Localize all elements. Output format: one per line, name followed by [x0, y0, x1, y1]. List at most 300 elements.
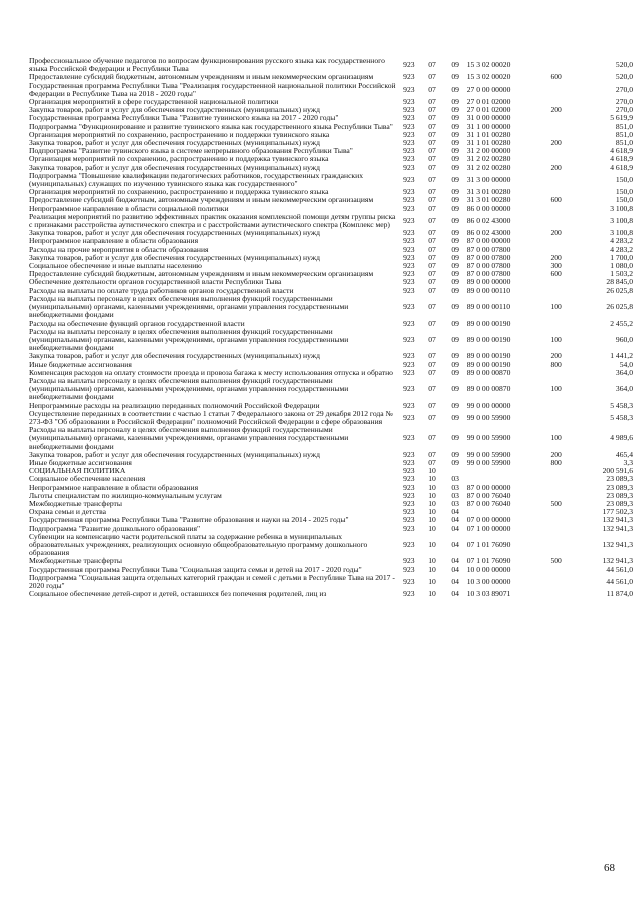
row-subsection: 09 — [451, 412, 459, 422]
row-name: Иные бюджетные ассигнования — [29, 359, 132, 369]
row-ministry-code: 923 — [403, 84, 415, 94]
row-subsection: 03 — [451, 490, 459, 500]
row-amount: 851,0 — [615, 121, 633, 131]
row-expense-type — [540, 114, 572, 122]
row-name: Закупка товаров, работ и услуг для обеспечения государственных (муниципальных) нужд — [29, 138, 320, 148]
row-subsection: 04 — [451, 564, 459, 574]
row-amount: 4 618,9 — [610, 146, 633, 156]
row-ministry-code: 923 — [403, 269, 415, 279]
row-ministry-code: 923 — [403, 285, 415, 295]
row-ministry-code: 923 — [403, 589, 415, 599]
row-target-article: 89 0 00 00190 — [466, 359, 511, 369]
row-target-article: 87 0 00 76040 — [466, 498, 511, 508]
row-ministry-code: 923 — [403, 121, 415, 131]
row-name: Социальное обеспечение населения — [29, 474, 146, 484]
row-amount: 3,3 — [623, 457, 633, 467]
row-subsection: 09 — [451, 367, 459, 377]
table-row — [29, 410, 633, 426]
row-section: 07 — [428, 97, 436, 107]
row-subsection: 09 — [451, 433, 459, 443]
row-ministry-code: 923 — [403, 539, 415, 549]
row-target-article: 31 0 00 00000 — [466, 113, 511, 123]
row-expense-type: 600 — [550, 195, 562, 205]
row-name: Реализация мероприятий по развитию эффективных практик оказания комплексной помощи детям группы риска с признаками расстройства аутистического спектра и с расстройствами аутистического спектра (Комплекс мер) — [29, 211, 396, 230]
row-expense-type — [540, 574, 572, 590]
row-expense-type — [540, 172, 572, 188]
row-target-article: 87 0 00 07800 — [466, 252, 511, 262]
row-target-article — [467, 467, 541, 475]
row-amount: 270,0 — [615, 105, 633, 115]
row-ministry-code: 923 — [403, 72, 415, 82]
row-name: Расходы на прочие мероприятия в области образования — [29, 244, 209, 254]
row-subsection: 09 — [451, 400, 459, 410]
row-section: 10 — [428, 515, 436, 525]
row-amount: 54,0 — [619, 359, 633, 369]
row-target-article: 07 1 01 76090 — [466, 539, 511, 549]
row-target-article: 31 2 02 00280 — [466, 154, 511, 164]
row-name: СОЦИАЛЬНАЯ ПОЛИТИКА — [29, 466, 126, 476]
row-expense-type — [540, 82, 572, 98]
row-expense-type — [540, 525, 572, 533]
row-section: 10 — [428, 474, 436, 484]
row-ministry-code: 923 — [403, 302, 415, 312]
row-name: Предоставление субсидий бюджетным, автономным учреждениям и иным некоммерческим организациям — [29, 269, 374, 279]
table-row — [29, 590, 633, 598]
row-ministry-code: 923 — [403, 457, 415, 467]
row-amount: 28 845,0 — [606, 277, 633, 287]
row-amount: 5 619,9 — [610, 113, 633, 123]
row-expense-type — [540, 508, 572, 516]
row-section: 10 — [428, 523, 436, 533]
row-target-article: 99 0 00 59900 — [466, 457, 511, 467]
row-target-article: 89 0 00 00870 — [466, 384, 511, 394]
row-name: Закупка товаров, работ и услуг для обеспечения государственных (муниципальных) нужд — [29, 228, 320, 238]
row-name: Межбюджетные трансферты — [29, 498, 122, 508]
row-section: 10 — [428, 556, 436, 566]
row-name: Расходы на выплаты по оплате труда работников органов государственной власти — [29, 285, 294, 295]
row-section: 07 — [428, 261, 436, 271]
row-expense-type: 200 — [550, 138, 562, 148]
row-subsection: 09 — [451, 84, 459, 94]
row-name: Организация мероприятий в сфере государственной национальной политики — [29, 97, 279, 107]
row-target-article: 89 0 00 00190 — [466, 351, 511, 361]
row-section: 07 — [428, 129, 436, 139]
row-name: Субвенции на компенсацию части родительской платы за содержание ребенка в муниципальных образовательных учреждениях, реализующих основную общеобразовательную программу дошкольного образования — [29, 531, 368, 558]
row-amount: 150,0 — [615, 187, 633, 197]
row-expense-type — [540, 566, 572, 574]
row-expense-type — [540, 205, 572, 213]
row-section: 10 — [428, 490, 436, 500]
row-subsection: 09 — [451, 60, 459, 70]
row-amount: 3 100,8 — [610, 228, 633, 238]
row-name: Охрана семьи и детства — [29, 507, 106, 517]
row-subsection: 09 — [451, 195, 459, 205]
row-target-article: 86 0 02 43000 — [466, 215, 511, 225]
row-section: 07 — [428, 162, 436, 172]
row-ministry-code: 923 — [403, 482, 415, 492]
row-section: 07 — [428, 105, 436, 115]
row-name: Государственная программа Республики Тыва "Развитие тувинского языка на 2017 - 2020 годы" — [29, 113, 339, 123]
row-expense-type — [540, 278, 572, 286]
row-target-article: 99 0 00 00000 — [466, 400, 511, 410]
row-section: 07 — [428, 302, 436, 312]
row-name: Непрограммное направление в области образования — [29, 236, 199, 246]
row-name: Закупка товаров, работ и услуг для обеспечения государственных (муниципальных) нужд — [29, 351, 320, 361]
row-amount: 132 941,3 — [602, 539, 633, 549]
row-name: Льготы специалистам по жилищно-коммунальным услугам — [29, 490, 222, 500]
row-ministry-code: 923 — [403, 261, 415, 271]
row-name: Подпрограмма "Функционирование и развитие тувинского языка как государственного языка Республики Тыва" — [29, 121, 393, 131]
row-name: Социальное обеспечение и иные выплаты населению — [29, 261, 202, 271]
row-name: Профессиональное обучение педагогов по вопросам функционирования русского языка как государственного языка Российской Федерации и Республики Тыва — [29, 56, 385, 74]
row-ministry-code: 923 — [403, 334, 415, 344]
row-section: 07 — [428, 236, 436, 246]
row-subsection: 09 — [451, 236, 459, 246]
table-row — [29, 500, 633, 508]
table-row — [29, 172, 633, 188]
row-ministry-code: 923 — [403, 359, 415, 369]
row-target-article: 31 1 01 00280 — [466, 138, 511, 148]
row-expense-type — [540, 213, 572, 229]
row-amount: 23 089,3 — [606, 498, 633, 508]
row-amount: 3 100,8 — [610, 215, 633, 225]
row-name: Организация мероприятий по сохранению, распространению и поддержка тувинского языка — [29, 187, 329, 197]
row-amount: 1 441,2 — [610, 351, 633, 361]
row-subsection: 09 — [451, 97, 459, 107]
row-expense-type: 500 — [550, 556, 562, 566]
row-section: 07 — [428, 60, 436, 70]
row-ministry-code: 923 — [403, 113, 415, 123]
row-amount: 960,0 — [615, 334, 633, 344]
row-name: Предоставление субсидий бюджетным, автономным учреждениям и иным некоммерческим организациям — [29, 72, 374, 82]
row-target-article: 89 0 00 00110 — [466, 302, 511, 312]
row-section: 07 — [428, 215, 436, 225]
row-section: 07 — [428, 318, 436, 328]
row-expense-type — [540, 237, 572, 245]
row-expense-type: 200 — [550, 228, 562, 238]
row-section: 07 — [428, 72, 436, 82]
row-ministry-code: 923 — [403, 60, 415, 70]
row-subsection: 09 — [451, 129, 459, 139]
row-amount: 1 700,0 — [610, 252, 633, 262]
row-section: 07 — [428, 121, 436, 131]
row-subsection: 04 — [451, 556, 459, 566]
row-subsection: 04 — [451, 589, 459, 599]
row-ministry-code: 923 — [403, 515, 415, 525]
row-name: Расходы на обеспечение функций органов государственной власти — [29, 318, 245, 328]
row-expense-type: 200 — [550, 162, 562, 172]
row-section: 07 — [428, 113, 436, 123]
row-ministry-code: 923 — [403, 228, 415, 238]
row-section: 07 — [428, 433, 436, 443]
row-section: 07 — [428, 334, 436, 344]
budget-table-body — [29, 57, 633, 598]
row-subsection: 09 — [451, 187, 459, 197]
row-subsection: 04 — [451, 576, 459, 586]
row-target-article: 27 0 00 00000 — [466, 84, 511, 94]
row-expense-type — [540, 590, 572, 598]
row-subsection: 09 — [451, 244, 459, 254]
row-ministry-code: 923 — [403, 433, 415, 443]
row-target-article: 27 0 01 02000 — [466, 97, 511, 107]
row-expense-type — [540, 57, 572, 73]
row-target-article: 31 3 01 00280 — [466, 187, 511, 197]
row-ministry-code: 923 — [403, 252, 415, 262]
row-amount: 177 502,3 — [602, 507, 633, 517]
row-amount: 1 503,2 — [610, 269, 633, 279]
row-subsection: 09 — [451, 203, 459, 213]
row-ministry-code: 923 — [403, 384, 415, 394]
row-ministry-code: 923 — [403, 412, 415, 422]
page-number: 68 — [604, 862, 615, 874]
row-subsection: 04 — [451, 539, 459, 549]
row-amount: 23 089,3 — [606, 474, 633, 484]
row-name: Организация мероприятий по сохранению, распространению и поддержки тувинского языка — [29, 129, 330, 139]
row-target-article: 27 0 01 02000 — [466, 105, 511, 115]
row-section: 07 — [428, 138, 436, 148]
row-section: 10 — [428, 498, 436, 508]
row-target-article: 07 1 01 76090 — [466, 556, 511, 566]
row-target-article: 07 0 00 00000 — [466, 515, 511, 525]
row-amount: 4 283,2 — [610, 236, 633, 246]
row-expense-type — [540, 369, 572, 377]
row-name: Непрограммные расходы на реализацию переданных полномочий Российской Федерации — [29, 400, 320, 410]
row-target-article: 86 0 00 00000 — [466, 203, 511, 213]
row-name: Подпрограмма "Социальная защита отдельных категорий граждан и семей с детьми в Республике Тыва на 2017 - 2020 годы" — [29, 572, 395, 590]
row-amount: 3 100,8 — [610, 203, 633, 213]
row-amount: 26 025,8 — [606, 302, 633, 312]
row-amount: 4 618,9 — [610, 154, 633, 164]
row-ministry-code: 923 — [403, 576, 415, 586]
row-ministry-code: 923 — [403, 215, 415, 225]
row-expense-type: 800 — [550, 457, 562, 467]
row-amount: 26 025,8 — [606, 285, 633, 295]
row-amount: 132 941,3 — [602, 523, 633, 533]
row-subsection: 09 — [451, 72, 459, 82]
row-name: Непрограммное направление в области социальной политики — [29, 203, 229, 213]
row-subsection: 09 — [451, 121, 459, 131]
row-section: 07 — [428, 84, 436, 94]
row-ministry-code: 923 — [403, 154, 415, 164]
row-target-article: 99 0 00 59900 — [466, 412, 511, 422]
row-expense-type — [540, 516, 572, 524]
row-name: Организация мероприятий по сохранению, распространению и поддержка тувинского языка — [29, 154, 329, 164]
row-amount: 1 080,0 — [610, 261, 633, 271]
row-name: Социальное обеспечение детей-сирот и детей, оставшихся без попечения родителей, лиц из — [29, 589, 327, 599]
row-ministry-code: 923 — [403, 523, 415, 533]
row-expense-type: 200 — [550, 105, 562, 115]
row-name: Расходы на выплаты персоналу в целях обеспечения выполнения функций государственными (муниципальными) органами, казенными учреждениями, органами управления государственными внебюджетными фондами — [29, 293, 349, 320]
row-target-article: 31 2 00 00000 — [466, 146, 511, 156]
row-target-article: 31 1 00 00000 — [466, 121, 511, 131]
row-ministry-code: 923 — [403, 367, 415, 377]
row-section: 07 — [428, 412, 436, 422]
row-ministry-code: 923 — [403, 507, 415, 517]
row-expense-type: 200 — [550, 252, 562, 262]
row-amount: 364,0 — [615, 367, 633, 377]
row-ministry-code: 923 — [403, 236, 415, 246]
row-subsection: 09 — [451, 334, 459, 344]
row-expense-type — [540, 320, 572, 328]
row-name: Иные бюджетные ассигнования — [29, 457, 132, 467]
row-target-article: 89 0 00 00870 — [466, 367, 511, 377]
row-ministry-code: 923 — [403, 203, 415, 213]
row-expense-type — [540, 287, 572, 295]
row-amount: 851,0 — [615, 129, 633, 139]
row-target-article: 89 0 00 00000 — [466, 277, 511, 287]
row-ministry-code: 923 — [403, 162, 415, 172]
row-section: 07 — [428, 400, 436, 410]
row-expense-type: 300 — [550, 261, 562, 271]
table-row — [29, 82, 633, 98]
row-ministry-code: 923 — [403, 244, 415, 254]
row-ministry-code: 923 — [403, 195, 415, 205]
row-name: Подпрограмма "Развитие тувинского языка в системе непрерывного образования Республики Тыва" — [29, 146, 353, 156]
row-amount: 4 283,2 — [610, 244, 633, 254]
row-subsection: 03 — [451, 474, 459, 484]
row-amount: 150,0 — [615, 195, 633, 205]
row-target-article: 31 3 01 00280 — [466, 195, 511, 205]
row-amount: 23 089,3 — [606, 482, 633, 492]
row-target-article: 89 0 00 00190 — [466, 334, 511, 344]
table-row — [29, 426, 633, 451]
row-name: Закупка товаров, работ и услуг для обеспечения государственных (муниципальных) нужд — [29, 449, 320, 459]
row-subsection: 09 — [451, 359, 459, 369]
row-target-article: 07 1 00 00000 — [466, 523, 511, 533]
row-expense-type — [540, 467, 572, 475]
budget-table — [29, 57, 633, 598]
row-name: Расходы на выплаты персоналу в целях обеспечения выполнения функций государственными (муниципальными) органами, казенными учреждениями, органами управления государственными внебюджетными фондами — [29, 326, 349, 353]
row-target-article: 89 0 00 00110 — [466, 285, 511, 295]
row-name: Закупка товаров, работ и услуг для обеспечения государственных (муниципальных) нужд — [29, 105, 320, 115]
row-target-article: 87 0 00 07800 — [466, 261, 511, 271]
row-amount: 132 941,3 — [602, 556, 633, 566]
row-ministry-code: 923 — [403, 564, 415, 574]
row-ministry-code: 923 — [403, 146, 415, 156]
row-subsection: 09 — [451, 269, 459, 279]
row-amount: 200 591,6 — [602, 466, 633, 476]
row-section: 07 — [428, 367, 436, 377]
row-ministry-code: 923 — [403, 474, 415, 484]
row-name: Предоставление субсидий бюджетным, автономным учреждениям и иным некоммерческим организациям — [29, 195, 374, 205]
row-target-article: 15 3 02 00020 — [466, 60, 511, 70]
row-section: 10 — [428, 576, 436, 586]
row-target-article: 99 0 00 59900 — [466, 449, 511, 459]
table-row — [29, 377, 633, 402]
row-subsection: 09 — [451, 384, 459, 394]
row-ministry-code: 923 — [403, 556, 415, 566]
row-name: Непрограммное направление в области образования — [29, 482, 199, 492]
row-expense-type: 500 — [550, 498, 562, 508]
row-subsection: 09 — [451, 215, 459, 225]
row-subsection: 09 — [451, 351, 459, 361]
row-ministry-code: 923 — [403, 466, 415, 476]
row-target-article: 31 3 00 00000 — [466, 174, 511, 184]
row-name: Государственная программа Республики Тыва "Реализация государственной национальной политики Российской Федерации в Республике Тыва на 2018 - 2020 годы" — [29, 80, 396, 98]
row-section: 07 — [428, 203, 436, 213]
row-name: Подпрограмма "Повышение квалификации педагогических работников, государственных гражданских (муниципальных) служащих по изучению тувинского языка как государственного" — [29, 170, 363, 189]
row-target-article: 15 3 02 00020 — [466, 72, 511, 82]
row-section: 07 — [428, 174, 436, 184]
row-section: 07 — [428, 228, 436, 238]
row-target-article: 31 1 01 00280 — [466, 129, 511, 139]
row-ministry-code: 923 — [403, 490, 415, 500]
row-target-article: 89 0 00 00190 — [466, 318, 511, 328]
row-expense-type: 100 — [550, 302, 562, 312]
row-expense-type — [540, 533, 572, 558]
row-section: 07 — [428, 195, 436, 205]
table-row — [29, 533, 633, 558]
row-expense-type: 200 — [550, 351, 562, 361]
row-section: 07 — [428, 457, 436, 467]
row-subsection: 09 — [451, 174, 459, 184]
row-amount: 2 455,2 — [610, 318, 633, 328]
row-section: 07 — [428, 146, 436, 156]
row-expense-type — [540, 484, 572, 492]
row-section: 07 — [428, 154, 436, 164]
row-section: 10 — [428, 564, 436, 574]
row-subsection: 09 — [451, 113, 459, 123]
row-expense-type — [540, 147, 572, 155]
row-name: Закупка товаров, работ и услуг для обеспечения государственных (муниципальных) нужд — [29, 162, 320, 172]
table-row — [29, 295, 633, 320]
row-ministry-code: 923 — [403, 97, 415, 107]
row-name: Компенсация расходов на оплату стоимости проезда и провоза багажа к месту использования отпуска и обратно — [29, 367, 393, 377]
row-expense-type: 800 — [550, 359, 562, 369]
row-name: Межбюджетные трансферты — [29, 556, 122, 566]
row-amount: 4 989,6 — [610, 433, 633, 443]
row-ministry-code: 923 — [403, 129, 415, 139]
row-amount: 851,0 — [615, 138, 633, 148]
row-target-article: 86 0 02 43000 — [466, 228, 511, 238]
row-name: Обеспечение деятельности органов государственной власти Республики Тыва — [29, 277, 282, 287]
table-row — [29, 213, 633, 229]
row-section: 10 — [428, 589, 436, 599]
row-section: 10 — [428, 466, 436, 476]
row-target-article: 87 0 00 00000 — [466, 482, 511, 492]
row-ministry-code: 923 — [403, 187, 415, 197]
row-subsection: 09 — [451, 318, 459, 328]
row-amount: 364,0 — [615, 384, 633, 394]
row-section: 07 — [428, 285, 436, 295]
row-subsection: 09 — [451, 302, 459, 312]
row-section: 10 — [428, 482, 436, 492]
row-amount: 520,0 — [615, 72, 633, 82]
row-ministry-code: 923 — [403, 498, 415, 508]
row-subsection: 03 — [451, 482, 459, 492]
row-name: Закупка товаров, работ и услуг для обеспечения государственных (муниципальных) нужд — [29, 252, 320, 262]
row-subsection: 09 — [451, 261, 459, 271]
table-row — [29, 328, 633, 353]
row-subsection: 09 — [451, 285, 459, 295]
row-subsection: 09 — [451, 138, 459, 148]
row-expense-type: 200 — [550, 449, 562, 459]
row-ministry-code: 923 — [403, 277, 415, 287]
row-target-article: 10 3 03 89071 — [466, 589, 511, 599]
row-expense-type — [540, 410, 572, 426]
table-row — [29, 57, 633, 73]
row-amount: 270,0 — [615, 97, 633, 107]
row-section: 07 — [428, 277, 436, 287]
row-expense-type: 100 — [550, 433, 562, 443]
row-section: 07 — [428, 351, 436, 361]
row-amount: 270,0 — [615, 84, 633, 94]
table-row — [29, 574, 633, 590]
row-amount: 5 458,3 — [610, 400, 633, 410]
row-amount: 4 618,9 — [610, 162, 633, 172]
row-target-article: 10 3 00 00000 — [466, 576, 511, 586]
row-amount: 23 089,3 — [606, 490, 633, 500]
